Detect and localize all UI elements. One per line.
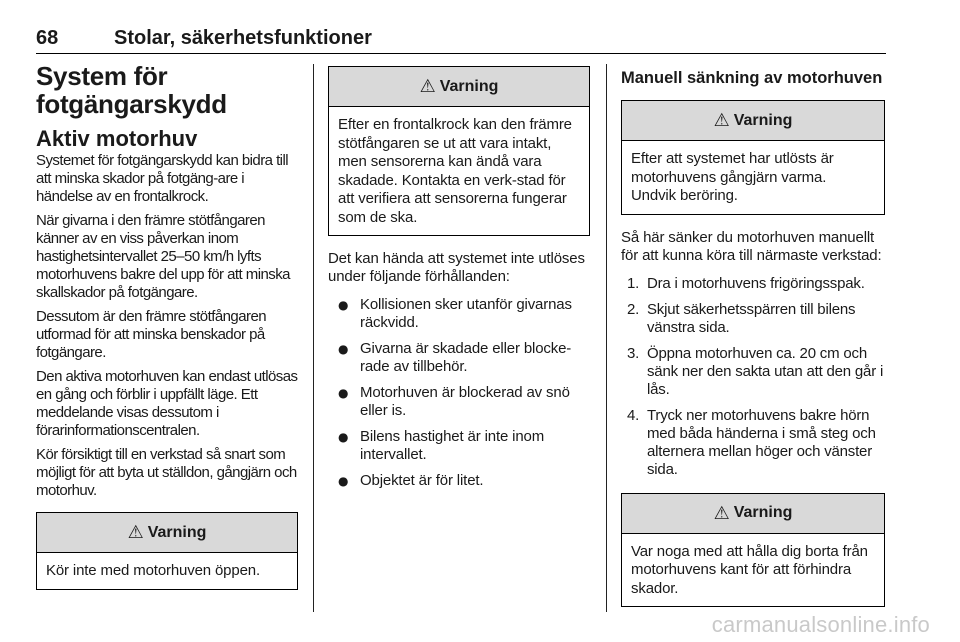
page-number: 68 xyxy=(36,27,59,49)
warning-box xyxy=(328,66,590,236)
paragraph: Dessutom är den främre stötfångaren utformad för att minska benskador på fotgängare. xyxy=(36,308,267,361)
step-number: 2. xyxy=(627,300,640,318)
paragraph: Så här sänker du motorhuven manuellt för att kunna köra till närmaste verkstad: xyxy=(621,228,882,264)
section-heading: Manuell sänkning av motorhuven xyxy=(621,69,883,87)
step-text: Skjut säkerhetsspärren till bilens vänstra sida. xyxy=(647,300,856,336)
list-item: ● Bilens hastighet är inte inom intervallet. xyxy=(328,428,590,464)
watermark-text: carmanualsonline.info xyxy=(711,612,930,637)
list-item xyxy=(621,301,885,337)
column-1 xyxy=(36,62,298,590)
warning-label: Varning xyxy=(733,504,793,521)
warning-header xyxy=(37,513,297,553)
list-item: ● Kollisionen sker utanför givarnas räckvidd. xyxy=(328,296,590,332)
condition-list xyxy=(328,296,590,490)
list-item xyxy=(621,345,885,399)
list-item: ● Objektet är för litet. xyxy=(328,472,590,490)
warning-icon: ⚠ xyxy=(713,502,730,524)
step-text: Tryck ner motorhuvens bakre hörn med båda händerna i små steg och alternera mellan höger och vänster sida. xyxy=(647,406,876,478)
warning-text: Kör inte med motorhuven öppen. xyxy=(46,562,260,579)
warning-box xyxy=(621,493,885,608)
step-list xyxy=(621,275,885,479)
list-item xyxy=(621,275,885,293)
step-text: Öppna motorhuven ca. 20 cm och sänk ner den sakta utan att den går i lås. xyxy=(647,344,884,398)
column-divider xyxy=(313,64,314,612)
warning-icon: ⚠ xyxy=(713,110,730,131)
warning-text: Efter att systemet har utlösts är motorhuvens gångjärn varma. Undvik beröring. xyxy=(631,150,834,204)
warning-box xyxy=(36,512,298,590)
warning-header xyxy=(329,67,589,107)
warning-label: Varning xyxy=(439,77,499,95)
column-divider xyxy=(606,64,607,612)
running-title: Stolar, säkerhetsfunktioner xyxy=(114,27,372,49)
column-3 xyxy=(621,62,885,607)
step-number: 1. xyxy=(627,274,640,292)
paragraph: När givarna i den främre stötfångaren känner av en viss påverkan inom hastighetsintervallet 25–50 km/h lyfts motorhuvens bakre del upp för att minska skallskador på fotgängare. xyxy=(36,212,290,301)
warning-text: Var noga med att hålla dig borta från motorhuvens kant för att förhindra skador. xyxy=(631,542,868,597)
paragraph: Systemet för fotgängarskydd kan bidra till att minska skador på fotgäng-are i händelse av en frontalkrock. xyxy=(36,152,289,205)
warning-text: Efter en frontalkrock kan den främre stötfångaren se ut att vara intakt, men sensorerna kan ändå vara skadade. Kontakta en verk-stad för att verifiera att sensorerna fungerar som de ska. xyxy=(338,116,572,226)
section-title: System för fotgängarskydd xyxy=(36,61,227,119)
page-header xyxy=(36,10,886,54)
paragraph: Den aktiva motorhuven kan endast utlösas en gång och förblir i uppfällt läge. Ett meddelande visas dessutom i förarinformationscentralen. xyxy=(36,368,298,439)
paragraph: Det kan hända att systemet inte utlöses under följande förhållanden: xyxy=(328,250,585,285)
list-item: ● Givarna är skadade eller blocke-rade av tillbehör. xyxy=(328,340,590,376)
warning-header xyxy=(622,101,884,141)
column-2 xyxy=(328,62,590,498)
warning-header xyxy=(622,494,884,534)
section-subtitle: Aktiv motorhuv xyxy=(36,126,198,151)
step-number: 3. xyxy=(627,344,640,362)
step-number: 4. xyxy=(627,406,640,424)
warning-box xyxy=(621,100,885,215)
warning-icon: ⚠ xyxy=(127,522,144,543)
list-item xyxy=(621,407,885,479)
warning-label: Varning xyxy=(147,523,207,541)
warning-label: Varning xyxy=(733,111,793,129)
step-text: Dra i motorhuvens frigöringsspak. xyxy=(647,274,865,292)
warning-icon: ⚠ xyxy=(419,76,436,97)
list-item: ● Motorhuven är blockerad av snö eller is. xyxy=(328,384,590,420)
paragraph: Kör försiktigt till en verkstad så snart som möjligt för att byta ut ställdon, gångjärn och motorhuv. xyxy=(36,446,297,499)
